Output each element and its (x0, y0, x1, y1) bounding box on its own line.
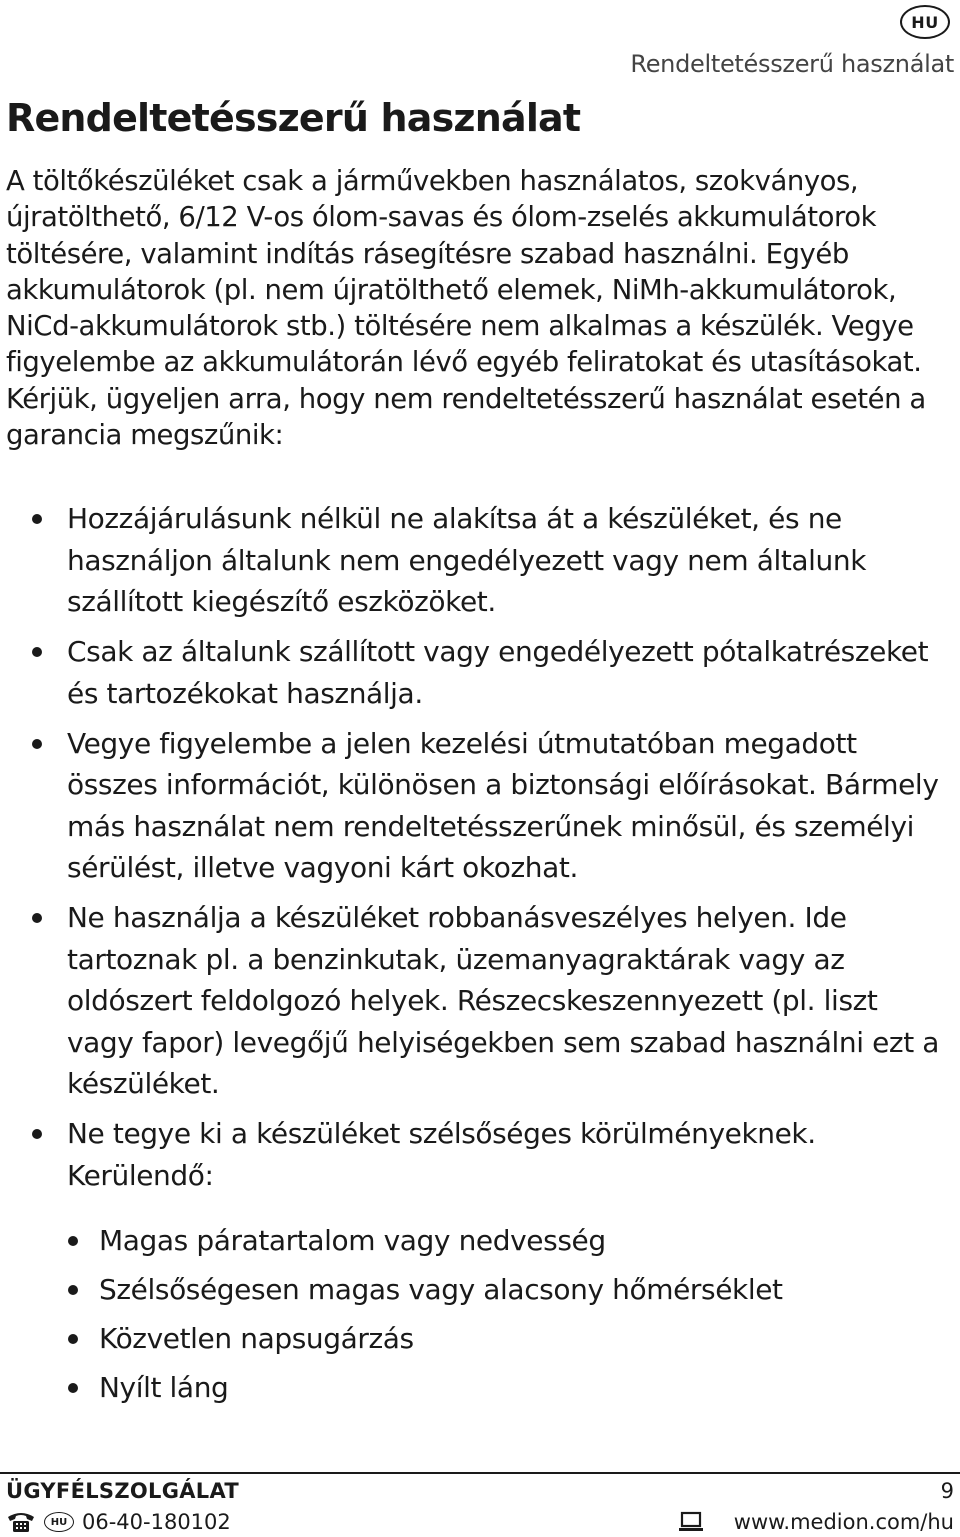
list-item-text: Vegye figyelembe a jelen kezelési útmutatóban megadott összes információt, különösen a biztonsági előírásokat. Bármely más használat nem rendeltetésszerűnek minősül, és személyi sérülést, illetve vagyoni kárt okozhat. (67, 726, 939, 884)
bullet-icon (32, 647, 42, 657)
footer-label: ÜGYFÉLSZOLGÁLAT (6, 1479, 240, 1503)
footer-divider (0, 1472, 960, 1474)
bullet-icon (32, 1129, 42, 1139)
sub-list-item-text: Magas páratartalom vagy nedvesség (99, 1224, 606, 1257)
phone-number[interactable]: 06-40-180102 (82, 1510, 231, 1534)
intro-text (6, 163, 956, 453)
bullet-icon (68, 1334, 78, 1344)
list-item-text: Ne használja a készüléket robbanásveszélyes helyen. Ide tartoznak pl. a benzinkutak, üzemanyagraktárak vagy az oldószert feldolgozó helyek. Részecskeszennyezett (pl. liszt vagy fapor) levegőjű helyiségekben sem szabad használni ezt a készüléket. (67, 901, 940, 1100)
bullet-icon (68, 1285, 78, 1295)
sub-list-item-text: Szélsőségesen magas vagy alacsony hőmérséklet (99, 1273, 783, 1306)
footer-website (678, 1510, 954, 1534)
list-item-text: Csak az általunk szállított vagy engedélyezett pótalkatrészeket és tartozékokat használja. (67, 635, 929, 710)
laptop-icon (678, 1511, 704, 1533)
list-item-text: Ne tegye ki a készüléket szélsőséges körülményeknek. Kerülendő: (67, 1117, 816, 1192)
footer-phone (6, 1510, 231, 1534)
list-item (0, 1113, 960, 1409)
sub-list-item-text: Nyílt láng (99, 1371, 229, 1404)
list-item (0, 498, 960, 623)
phone-icon (6, 1511, 36, 1533)
sub-list-item (67, 1367, 940, 1409)
website-link[interactable]: www.medion.com/hu (733, 1510, 954, 1534)
list-item-text: Hozzájárulásunk nélkül ne alakítsa át a készüléket, és ne használjon általunk nem engedélyezett vagy nem általunk szállított kiegészítő eszközöket. (67, 502, 867, 618)
list-item (0, 723, 960, 889)
sub-list-item (67, 1318, 940, 1360)
language-badge: HU (900, 5, 950, 39)
list-item (0, 897, 960, 1105)
bullet-icon (68, 1383, 78, 1393)
list-item (0, 631, 960, 714)
bullet-icon (32, 739, 42, 749)
running-head: Rendeltetésszerű használat (630, 50, 954, 78)
bullet-icon (32, 913, 42, 923)
sub-list-item (67, 1220, 940, 1262)
usage-rules-list (0, 498, 960, 1417)
avoid-conditions-list (67, 1220, 940, 1409)
page-number: 9 (940, 1479, 954, 1503)
warranty-note: Kérjük, ügyeljen arra, hogy nem rendeltetésszerű használat esetén a garancia megszűnik: (6, 382, 926, 452)
sub-list-item (67, 1269, 940, 1311)
bullet-icon (68, 1236, 78, 1246)
sub-list-item-text: Közvetlen napsugárzás (99, 1322, 414, 1355)
bullet-icon (32, 514, 42, 524)
intro-paragraph: A töltőkészüléket csak a járművekben használatos, szokványos, újratölthető, 6/12 V-os ólom-savas és ólom-zselés akkumulátorok töltésére, valamint indítás rásegítésre szabad használni. Egyéb akkumulátorok (pl. nem újratölthető elemek, NiMh-akkumulátorok, NiCd-akkumulátorok stb.) töltésére nem alkalmas a készülék. Vegye figyelembe az akkumulátorán lévő egyéb feliratokat és utasításokat. (6, 165, 922, 379)
page-title: Rendeltetésszerű használat (6, 96, 581, 140)
country-badge: HU (44, 1512, 74, 1532)
